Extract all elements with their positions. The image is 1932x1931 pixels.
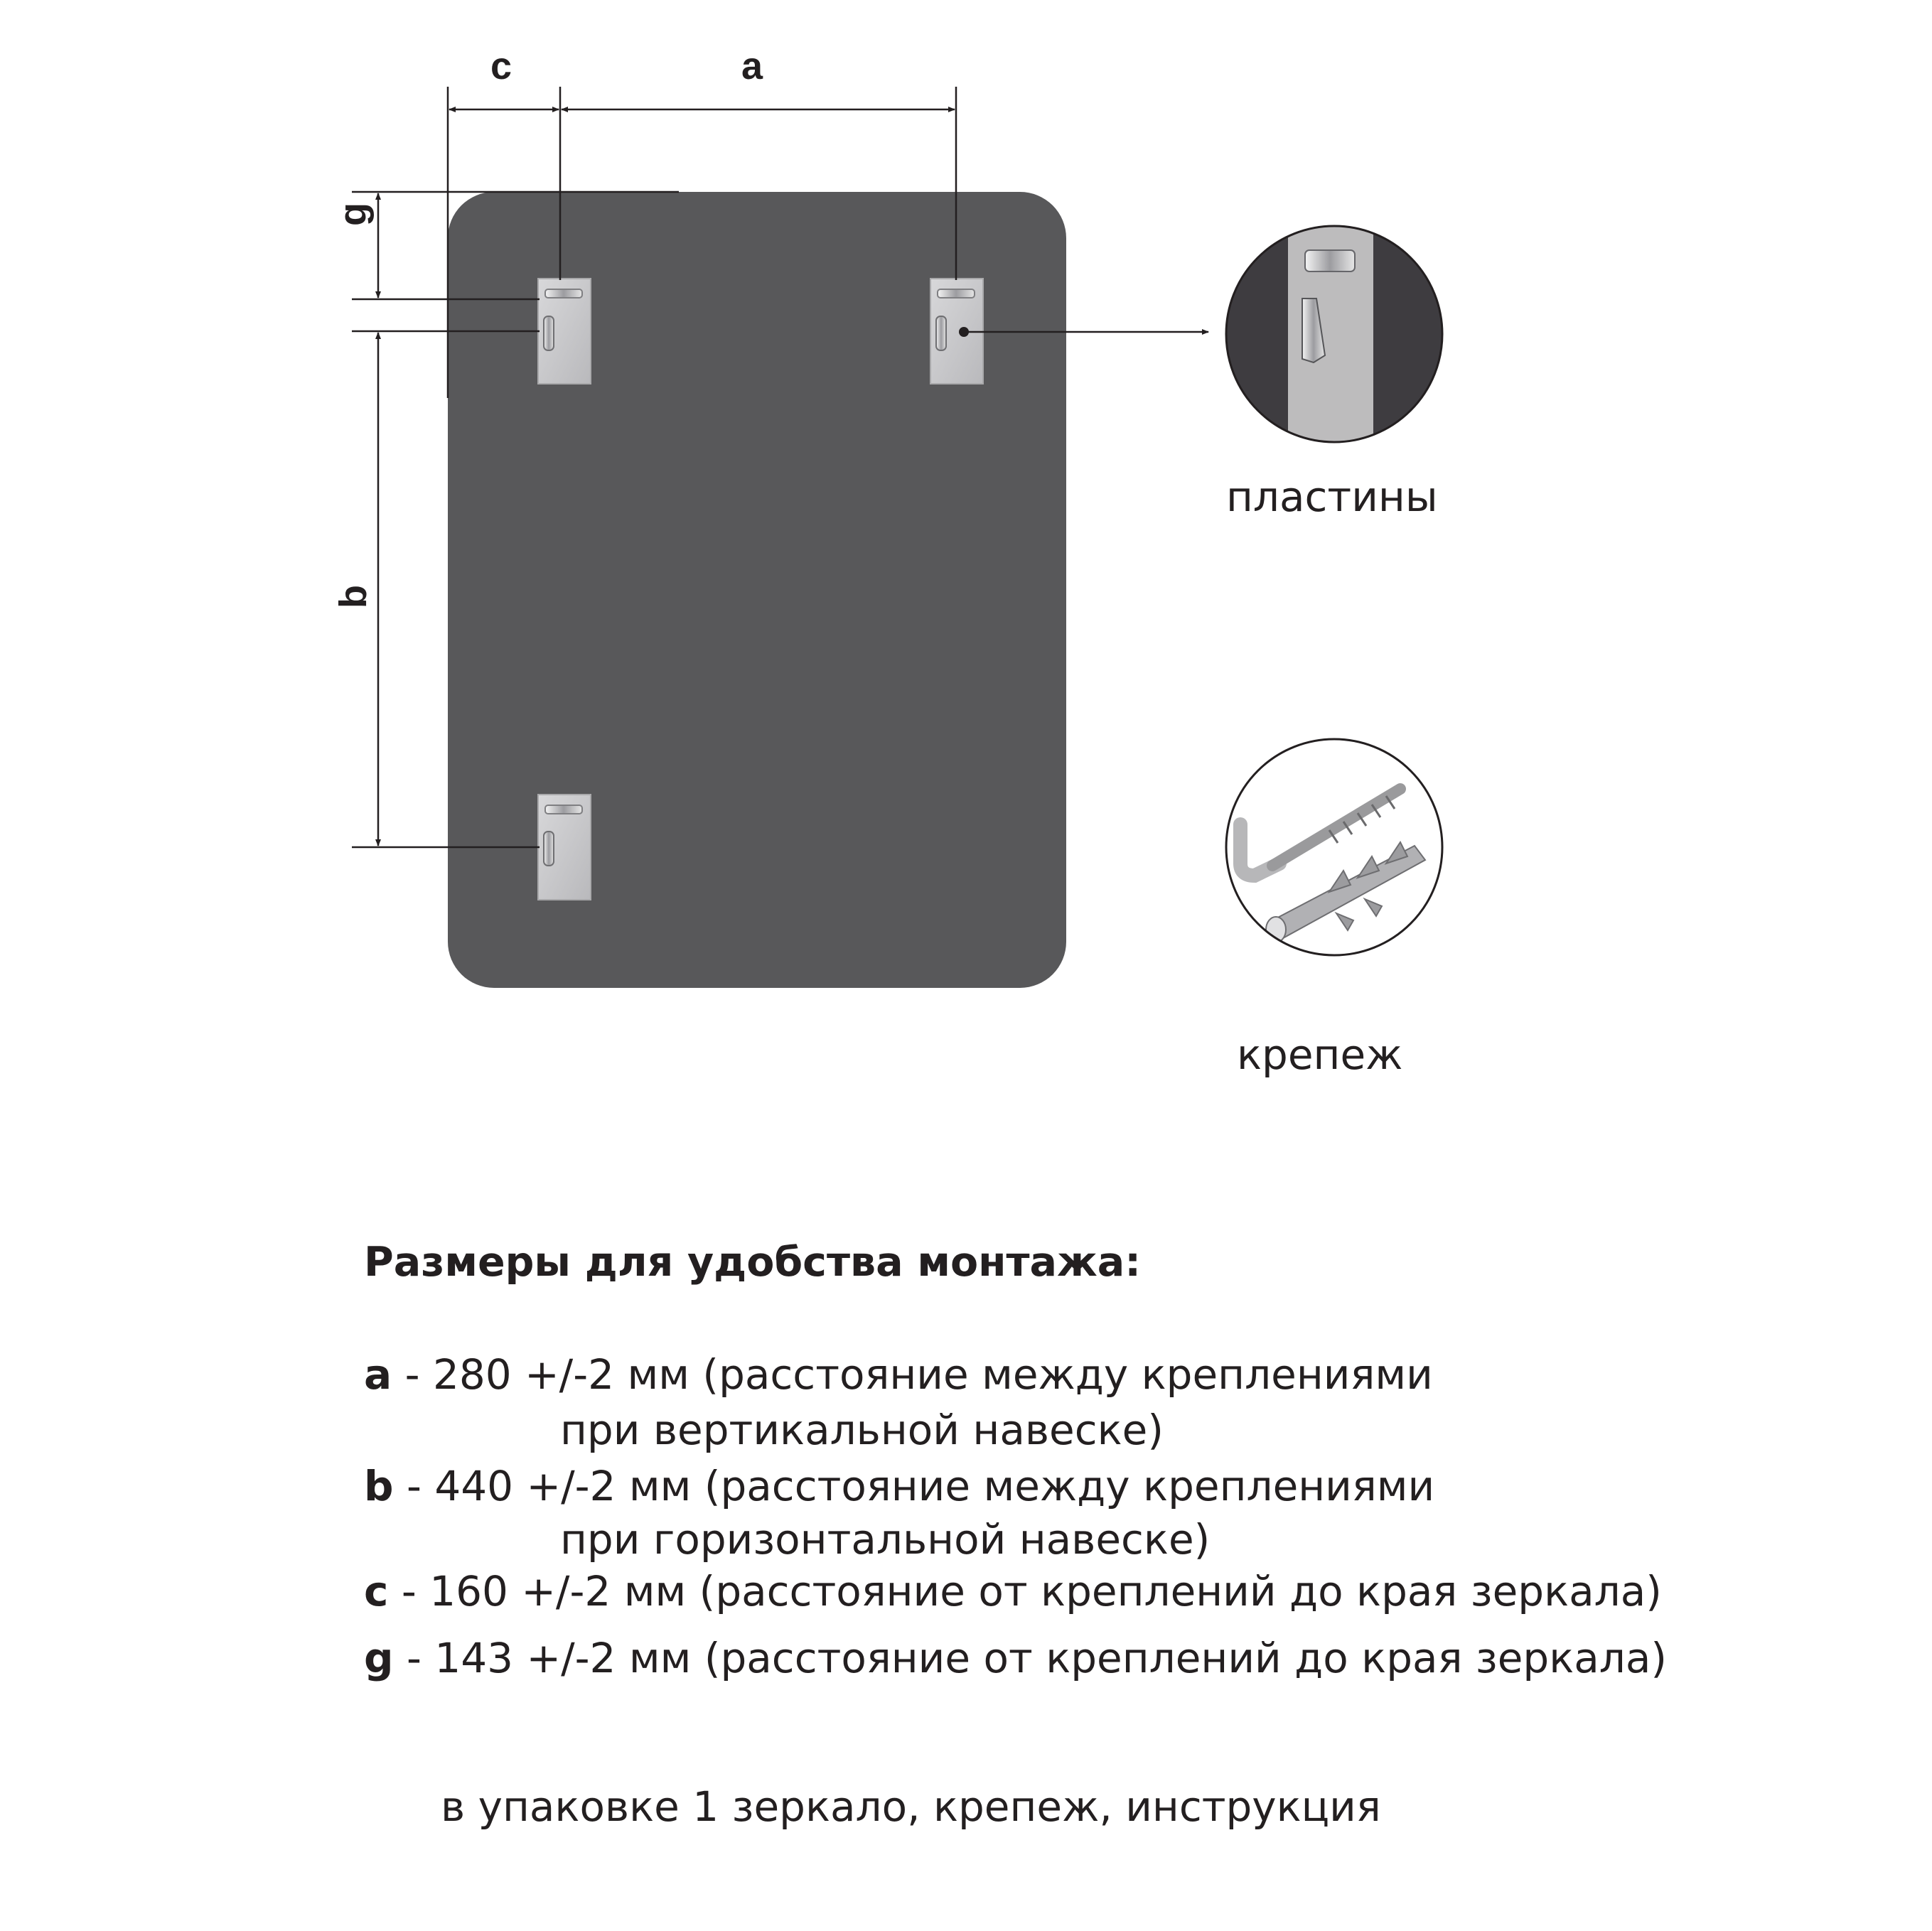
spec-text-a: - 280 +/-2 мм (расстояние между креплениями [392, 1350, 1433, 1399]
fastener-closeup [1223, 732, 1450, 959]
mount-plate-bottom-left [538, 795, 591, 900]
dim-label-b: b [332, 585, 375, 608]
spec-line-b [364, 1461, 1434, 1512]
spec-key-g: g [364, 1634, 394, 1682]
plate-closeup [1223, 220, 1450, 448]
dim-label-g: g [332, 203, 375, 226]
specs-heading: Размеры для удобства монтажа: [364, 1239, 1141, 1286]
spec-continuation-a: при вертикальной навеске) [560, 1406, 1164, 1454]
spec-line-a [364, 1349, 1433, 1401]
spec-continuation-b: при горизонтальной навеске) [560, 1515, 1211, 1564]
spec-line-g [364, 1633, 1667, 1684]
pointer-dot [959, 327, 969, 337]
dim-label-a: a [741, 45, 763, 87]
fasteners-caption: крепеж [1237, 1031, 1403, 1079]
mount-plate-top-left [538, 279, 591, 384]
spec-text-b: - 440 +/-2 мм (расстояние между креплениями [393, 1462, 1435, 1510]
package-contents: в упаковке 1 зеркало, крепеж, инструкция [441, 1782, 1381, 1831]
plates-caption: пластины [1226, 473, 1438, 521]
spec-text-c: - 160 +/-2 мм (расстояние от креплений до края зеркала) [388, 1567, 1662, 1615]
spec-text-g: - 143 +/-2 мм (расстояние от креплений до края зеркала) [393, 1634, 1668, 1682]
spec-line-c [364, 1566, 1662, 1618]
spec-key-a: a [364, 1350, 392, 1399]
spec-key-b: b [364, 1462, 394, 1510]
dim-label-c: c [490, 45, 512, 87]
spec-key-c: c [364, 1567, 389, 1615]
